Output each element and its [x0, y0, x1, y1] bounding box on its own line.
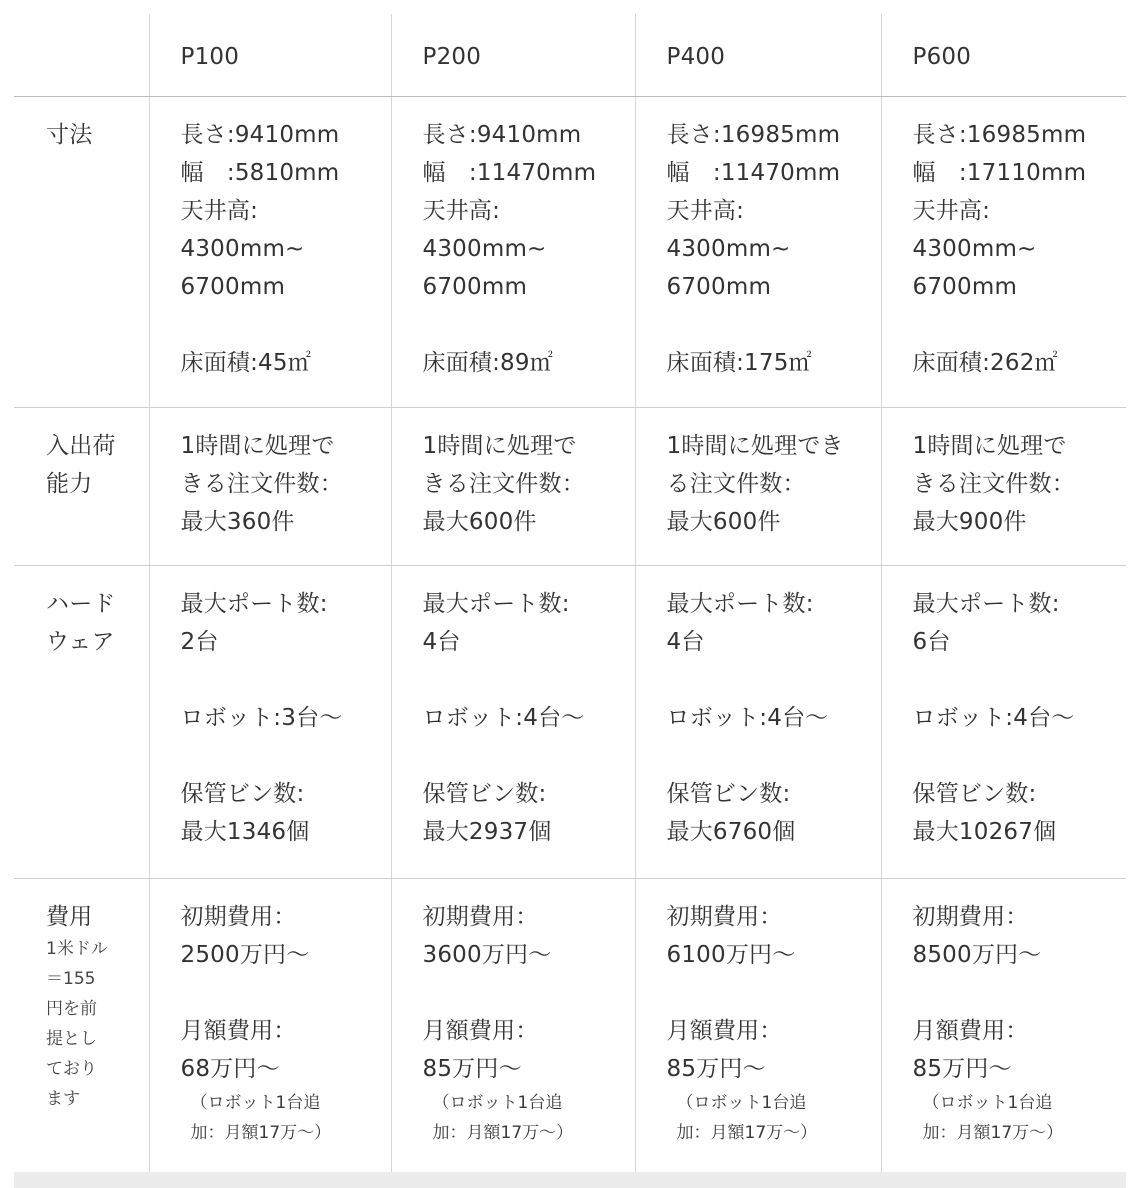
initial-cost: 初期費用： 2500万円〜: [180, 904, 310, 968]
max-ports: 最大ポート数: 4台: [666, 591, 814, 655]
table-row-hardware: [14, 566, 1126, 879]
row-label: 寸法: [46, 122, 93, 148]
row-label-cell: [14, 566, 149, 879]
table-cell: [391, 97, 635, 408]
table-cell: [635, 408, 881, 566]
row-label: 入出荷 能力: [46, 433, 116, 497]
capacity-text: 1時間に処理で きる注文件数： 最大360件: [180, 433, 343, 535]
dimensions-spec: 長さ:9410mm 幅 :5810mm 天井高: 4300mm~ 6700mm: [180, 122, 340, 300]
model-name: P200: [422, 44, 482, 70]
row-label-cell: [14, 408, 149, 566]
table-cell: [149, 879, 391, 1173]
robots: ロボット:4台〜: [422, 705, 585, 731]
table-row-cost: [14, 879, 1126, 1173]
table-cell: [881, 566, 1126, 879]
monthly-cost: 月額費用： 68万円〜: [180, 1018, 297, 1082]
header-model-p200: [391, 14, 635, 97]
robot-addon-note: （ロボット1台追 加：月額17万〜）: [922, 1093, 1064, 1143]
robots: ロボット:4台〜: [912, 705, 1075, 731]
storage-bins: 保管ビン数: 最大1346個: [180, 781, 310, 845]
model-name: P100: [180, 44, 240, 70]
robots: ロボット:3台〜: [180, 705, 343, 731]
row-label-cell: [14, 879, 149, 1173]
table-header-row: [14, 14, 1126, 97]
header-model-p400: [635, 14, 881, 97]
row-label-cell: [14, 97, 149, 408]
table-cell: [881, 879, 1126, 1173]
storage-bins: 保管ビン数: 最大10267個: [912, 781, 1057, 845]
capacity-text: 1時間に処理で きる注文件数： 最大900件: [912, 433, 1075, 535]
table-cell: [635, 566, 881, 879]
header-model-p100: [149, 14, 391, 97]
dimensions-spec: 長さ:9410mm 幅 :11470mm 天井高: 4300mm~ 6700mm: [422, 122, 597, 300]
storage-bins: 保管ビン数: 最大6760個: [666, 781, 796, 845]
initial-cost: 初期費用： 8500万円〜: [912, 904, 1042, 968]
spec-comparison-table-frame: [14, 14, 1126, 1172]
max-ports: 最大ポート数: 2台: [180, 591, 328, 655]
floor-area: 床面積:89㎡: [422, 350, 553, 376]
table-cell: [149, 408, 391, 566]
robot-addon-note: （ロボット1台追 加：月額17万〜）: [190, 1093, 332, 1143]
table-cell: [635, 97, 881, 408]
header-corner-cell: [14, 14, 149, 97]
floor-area: 床面積:175㎡: [666, 350, 812, 376]
table-cell: [881, 408, 1126, 566]
floor-area: 床面積:262㎡: [912, 350, 1058, 376]
spec-comparison-table: [14, 14, 1126, 1172]
max-ports: 最大ポート数: 4台: [422, 591, 570, 655]
dimensions-spec: 長さ:16985mm 幅 :17110mm 天井高: 4300mm~ 6700mm: [912, 122, 1087, 300]
robots: ロボット:4台〜: [666, 705, 829, 731]
table-cell: [391, 408, 635, 566]
initial-cost: 初期費用： 3600万円〜: [422, 904, 552, 968]
table-row-dimensions: [14, 97, 1126, 408]
robot-addon-note: （ロボット1台追 加：月額17万〜）: [432, 1093, 574, 1143]
dimensions-spec: 長さ:16985mm 幅 :11470mm 天井高: 4300mm~ 6700mm: [666, 122, 841, 300]
bottom-band: [14, 1172, 1126, 1188]
monthly-cost: 月額費用： 85万円〜: [666, 1018, 783, 1082]
header-model-p600: [881, 14, 1126, 97]
table-cell: [635, 879, 881, 1173]
table-cell: [881, 97, 1126, 408]
table-cell: [149, 566, 391, 879]
model-name: P400: [666, 44, 726, 70]
table-cell: [149, 97, 391, 408]
capacity-text: 1時間に処理でき る注文件数： 最大600件: [666, 433, 844, 535]
robot-addon-note: （ロボット1台追 加：月額17万〜）: [676, 1093, 818, 1143]
exchange-rate-note: 1米ドル ＝155 円を前 提とし ており ます: [46, 939, 108, 1109]
table-row-capacity: [14, 408, 1126, 566]
table-cell: [391, 566, 635, 879]
table-cell: [391, 879, 635, 1173]
floor-area: 床面積:45㎡: [180, 350, 311, 376]
initial-cost: 初期費用： 6100万円〜: [666, 904, 796, 968]
row-label: 費用: [46, 904, 93, 930]
monthly-cost: 月額費用： 85万円〜: [422, 1018, 539, 1082]
capacity-text: 1時間に処理で きる注文件数： 最大600件: [422, 433, 585, 535]
storage-bins: 保管ビン数: 最大2937個: [422, 781, 552, 845]
monthly-cost: 月額費用： 85万円〜: [912, 1018, 1029, 1082]
model-name: P600: [912, 44, 972, 70]
row-label: ハード ウェア: [46, 591, 116, 655]
max-ports: 最大ポート数: 6台: [912, 591, 1060, 655]
